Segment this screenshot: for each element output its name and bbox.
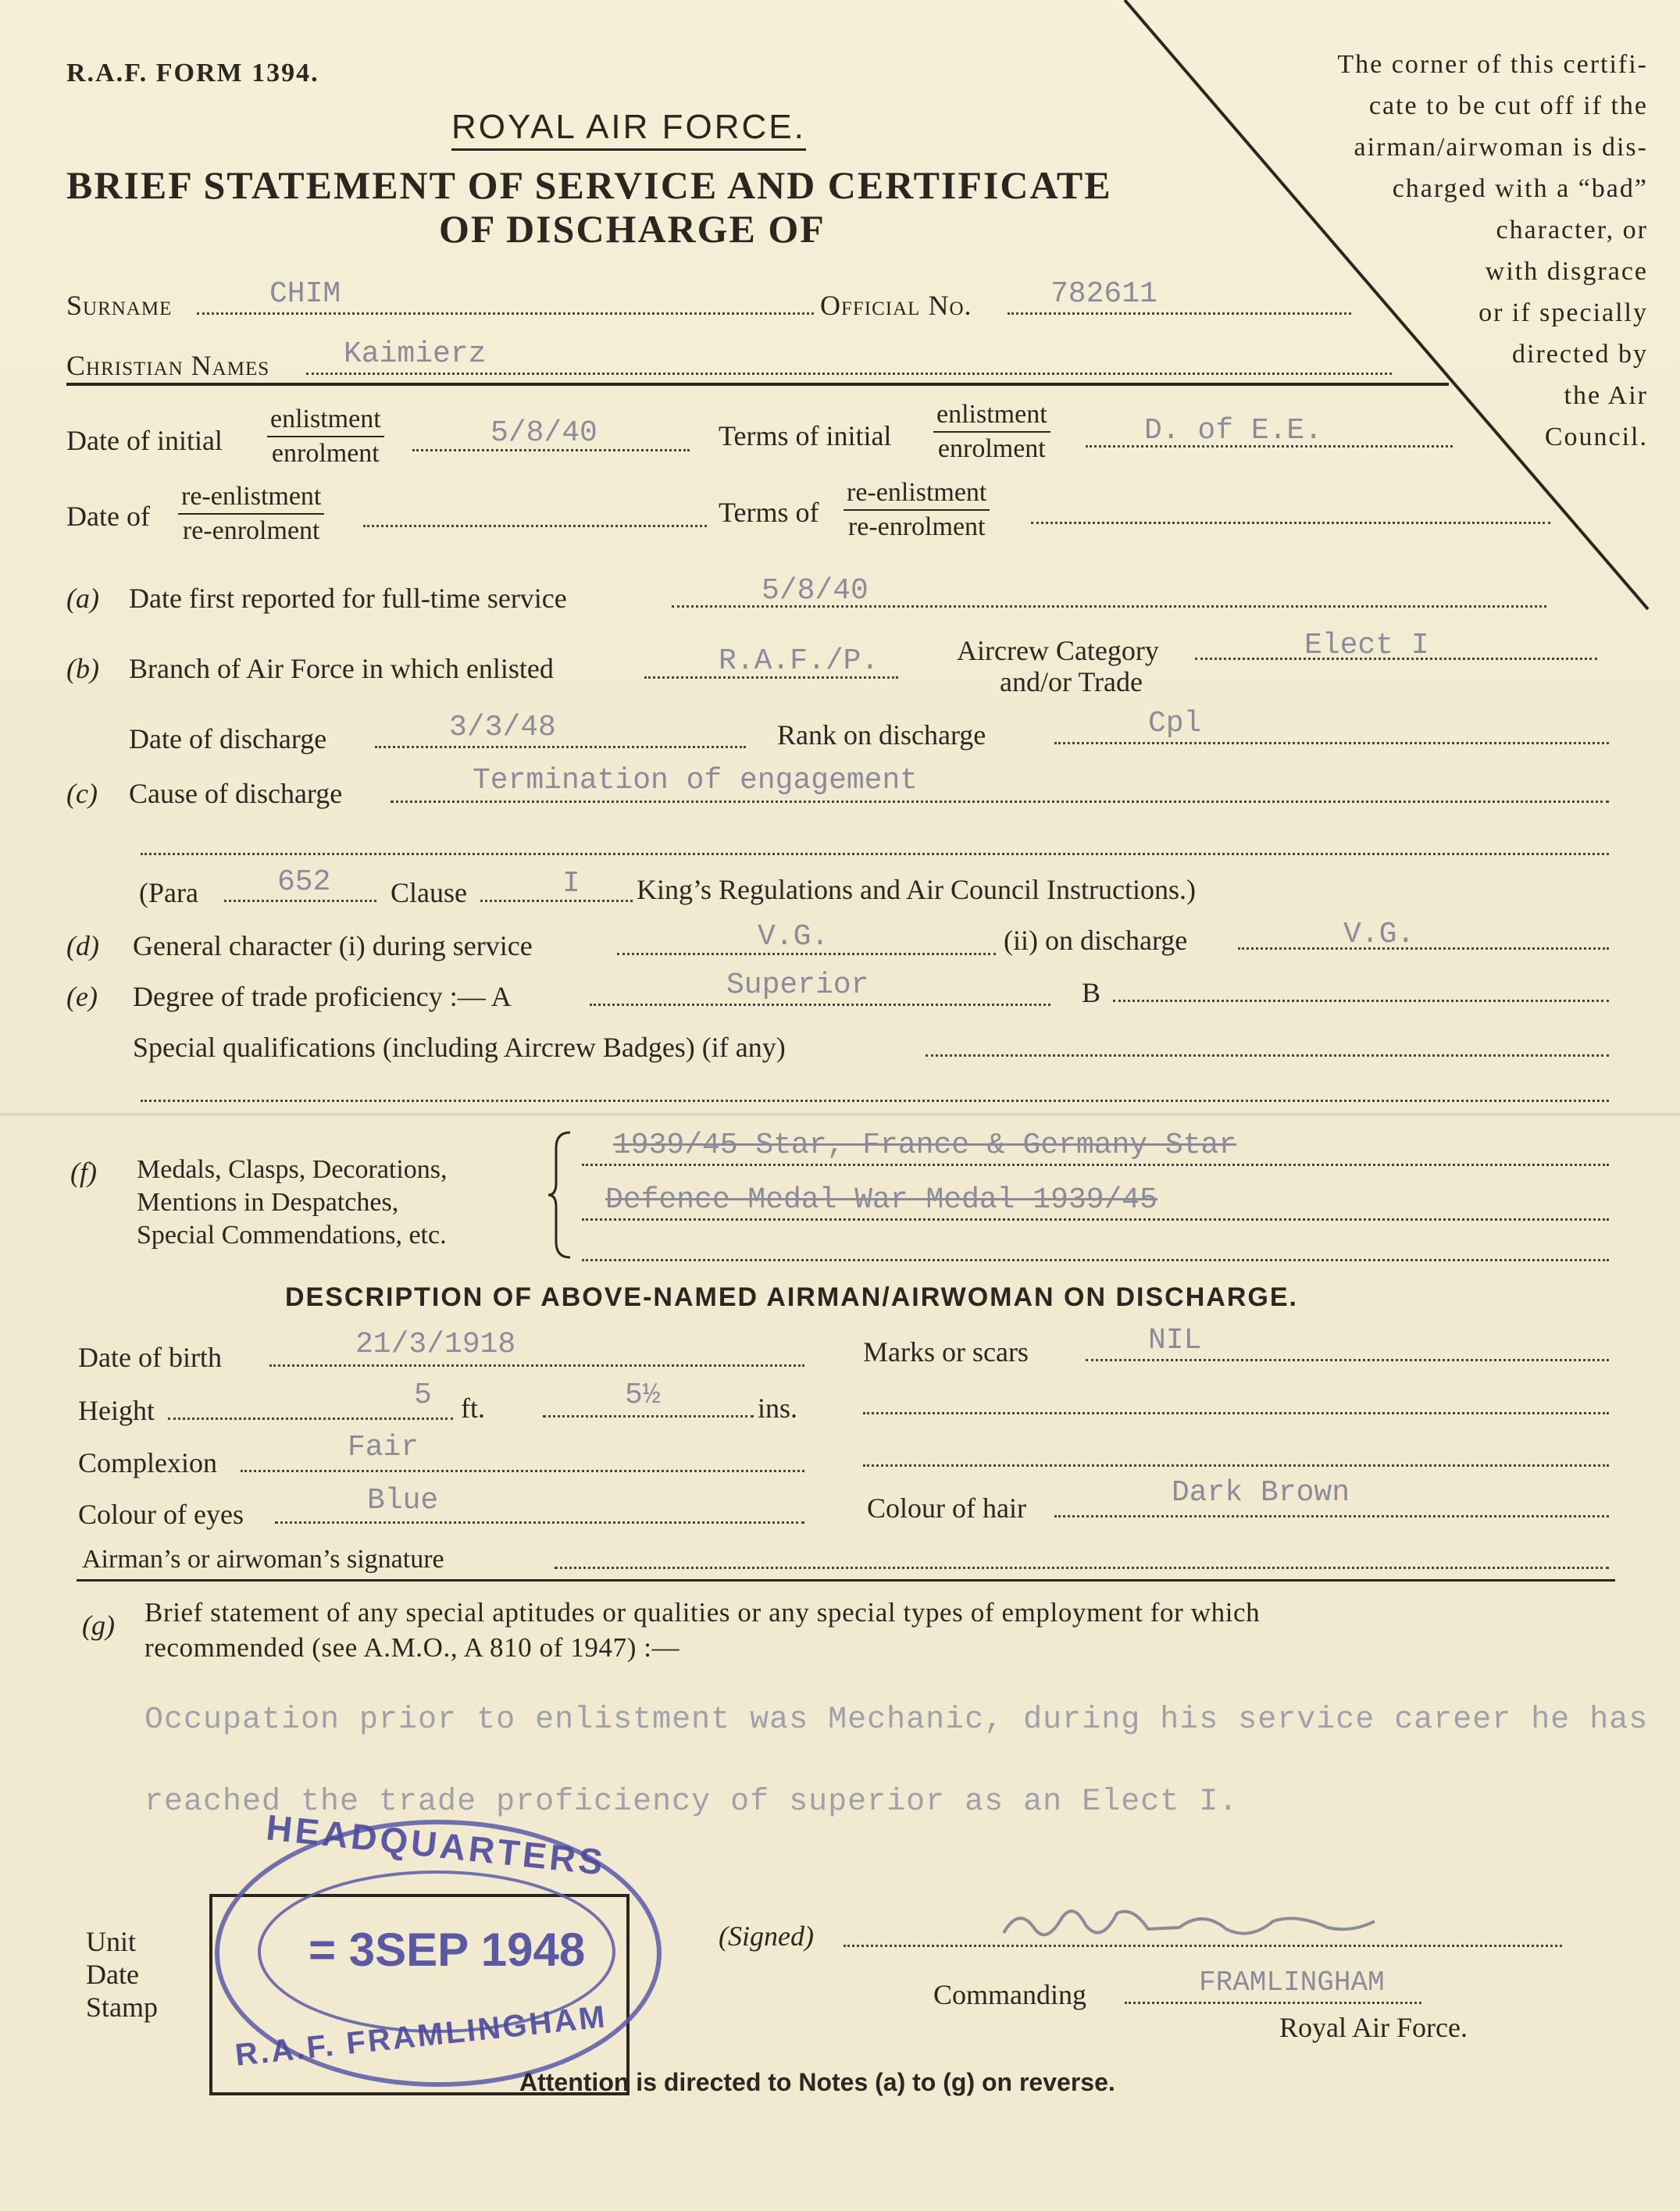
initial-enlistment-value: 5/8/40 xyxy=(490,416,597,450)
cause-value: Termination of engagement xyxy=(473,764,918,797)
branch-label: Branch of Air Force in which enlisted xyxy=(129,653,554,684)
discharge-certificate: R.A.F. FORM 1394. ROYAL AIR FORCE. BRIEF STATEMENT OF SERVICE AND CERTIFICATE OF DISCHARGE OF The corner of this certifi- cate to be cut off if the airman/airwoman is dis- charged with a “bad” character, or with disgrace or if specially directed by the Air Council. Surname CHIM Official No. 782611 Christian Names Kaimierz Date of initial enlistment enrolment 5/8/40 Terms of initial enlistment enrolment D. of E.E. Date of re-enlistment re-enrolment Terms of re-enlistment re-enrolment (a) Date first reported for full-time service 5/8/40 (b) Branch of Air Force in which enlisted R.A.F./P. Aircrew Category and/or Trade Elect I Date of discharge 3/3/48 Rank on discharge Cpl (c) Cause of discharge Termination of engagement (Para 652 Clause I King’s Regulations and Air Council Instructions.) (d) General character (i) during service V.G. (ii) on discharge V.G. (e) Degree of trade proficiency :— A Superior B Special qualifications (including Aircrew Badges) (if any) (f) Medals, Clasps, Decorations, Mentions in Despatches, Special Commendations, etc. 1939/45 Star, France & Germany Star Defence Medal War Medal 1939/45 DESCRIPTION OF ABOVE-NAMED AIRMAN/AIRWOMAN ON DISCHARGE. Date of birth 21/3/1918 Marks or scars NIL Height 5 ft. 5½ ins. Complexion Fair Colour of eyes Blue Colour of hair Dark Brown Airman’s or airwoman’s signature (g) Brief statement of any special aptitudes or qualities or any special types of employment for which recommended (see A.M.O., A 810 of 1947) :— Occupation prior to enlistment was Mechanic, during his service career he has reached the trade proficiency of superior as an Elect I. Unit Date Stamp HEADQUARTERS = 3SEP 1948 R.A.F. FRAMLINGHAM (Signed) Commanding FRAMLINGHAM Royal Air Force. Attention is directed to Notes (a) to (g) on reverse. xyxy=(0,0,1680,2211)
signature-label: Airman’s or airwoman’s signature xyxy=(82,1545,444,1574)
stamp-date: = 3SEP 1948 xyxy=(309,1924,586,1976)
medals-label: Medals, Clasps, Decorations, Mentions in Despatches, Special Commendations, etc. xyxy=(137,1155,448,1250)
fold-crease xyxy=(0,1113,1680,1116)
medals-line-2: Defence Medal War Medal 1939/45 xyxy=(605,1183,1157,1217)
attention-note: Attention is directed to Notes (a) to (g) on reverse. xyxy=(519,2068,1115,2096)
g-statement-line-2: recommended (see A.M.O., A 810 of 1947) :— xyxy=(144,1632,680,1663)
eyes-label: Colour of eyes xyxy=(78,1499,244,1530)
height-ft-value: 5 xyxy=(414,1378,432,1412)
surname-value: CHIM xyxy=(269,277,341,311)
complexion-label: Complexion xyxy=(78,1447,217,1478)
commanding-unit-value: FRAMLINGHAM xyxy=(1199,1967,1385,1999)
g-statement-line-1: Brief statement of any special aptitudes or qualities or any special types of employment for which xyxy=(144,1597,1261,1628)
special-qualifications-label: Special qualifications (including Aircrew Badges) (if any) xyxy=(133,1032,786,1063)
commanding-signature xyxy=(1000,1890,1390,1952)
initial-date-label: Date of initial xyxy=(66,425,223,456)
christian-names-label: Christian Names xyxy=(66,350,270,381)
marks-value: NIL xyxy=(1148,1324,1202,1357)
complexion-value: Fair xyxy=(348,1431,419,1464)
reenlistment-date-label: Date of xyxy=(66,501,150,532)
clause-value: I xyxy=(562,867,580,900)
title-line-1: BRIEF STATEMENT OF SERVICE AND CERTIFICATE xyxy=(66,163,1112,207)
date-of-discharge-value: 3/3/48 xyxy=(449,711,556,744)
section-rule xyxy=(66,383,1449,386)
marks-label: Marks or scars xyxy=(863,1336,1029,1368)
org-heading: ROYAL AIR FORCE. xyxy=(451,108,806,151)
corner-note: The corner of this certifi- cate to be cut off if the airman/airwoman is dis- charged with a “bad” character, or with disgrace or if specially directed by the Air Council. xyxy=(1337,50,1648,451)
rank-value: Cpl xyxy=(1148,707,1202,740)
initial-terms-value: D. of E.E. xyxy=(1144,414,1323,448)
medals-brace xyxy=(547,1129,578,1261)
branch-value: R.A.F./P. xyxy=(719,644,879,678)
stamp-framlingham: R.A.F. FRAMLINGHAM xyxy=(233,1999,609,2073)
character-discharge-label: (ii) on discharge xyxy=(1004,925,1188,956)
character-service-label: General character (i) during service xyxy=(133,930,533,961)
hair-value: Dark Brown xyxy=(1172,1476,1350,1510)
rank-label: Rank on discharge xyxy=(777,719,986,751)
surname-label: Surname xyxy=(66,290,173,321)
medals-line-1: 1939/45 Star, France & Germany Star xyxy=(613,1129,1237,1162)
dob-label: Date of birth xyxy=(78,1342,222,1373)
statement-typed-line-2: reached the trade proficiency of superior as an Elect I. xyxy=(144,1785,1239,1820)
stamp-headquarters: HEADQUARTERS xyxy=(264,1806,608,1883)
date-of-discharge-label: Date of discharge xyxy=(129,723,327,754)
description-heading: DESCRIPTION OF ABOVE-NAMED AIRMAN/AIRWOMAN ON DISCHARGE. xyxy=(285,1282,1298,1312)
commanding-label: Commanding xyxy=(933,1979,1086,2010)
para-value: 652 xyxy=(277,865,331,899)
kings-regs: King’s Regulations and Air Council Instructions.) xyxy=(637,874,1196,905)
character-service-value: V.G. xyxy=(758,920,829,954)
official-no-value: 782611 xyxy=(1050,277,1157,311)
royal-air-force-label: Royal Air Force. xyxy=(1279,2012,1468,2043)
height-ins-value: 5½ xyxy=(625,1378,661,1412)
aircrew-category-value: Elect I xyxy=(1304,629,1429,662)
christian-names-value: Kaimierz xyxy=(344,337,487,371)
first-reported-value: 5/8/40 xyxy=(762,574,869,608)
first-reported-label: Date first reported for full-time service xyxy=(129,583,567,614)
initial-terms-label: Terms of initial xyxy=(719,420,892,451)
character-discharge-value: V.G. xyxy=(1343,918,1415,951)
reenlistment-terms-label: Terms of xyxy=(719,497,819,528)
eyes-value: Blue xyxy=(367,1484,439,1517)
unit-date-stamp-label: Unit Date Stamp xyxy=(86,1926,159,2023)
statement-typed-line-1: Occupation prior to enlistment was Mechanic, during his service career he has xyxy=(144,1703,1649,1738)
trade-proficiency-label: Degree of trade proficiency :— A xyxy=(133,981,512,1012)
signed-label: (Signed) xyxy=(719,1920,814,1952)
official-no-label: Official No. xyxy=(820,290,972,321)
hair-label: Colour of hair xyxy=(867,1492,1026,1524)
height-label: Height xyxy=(78,1395,155,1426)
trade-proficiency-a-value: Superior xyxy=(726,968,869,1002)
title-line-2: OF DISCHARGE OF xyxy=(439,207,826,251)
cause-label: Cause of discharge xyxy=(129,778,343,809)
form-number: R.A.F. FORM 1394. xyxy=(66,59,319,87)
dob-value: 21/3/1918 xyxy=(355,1328,516,1361)
aircrew-category-label: Aircrew Category xyxy=(957,635,1159,666)
